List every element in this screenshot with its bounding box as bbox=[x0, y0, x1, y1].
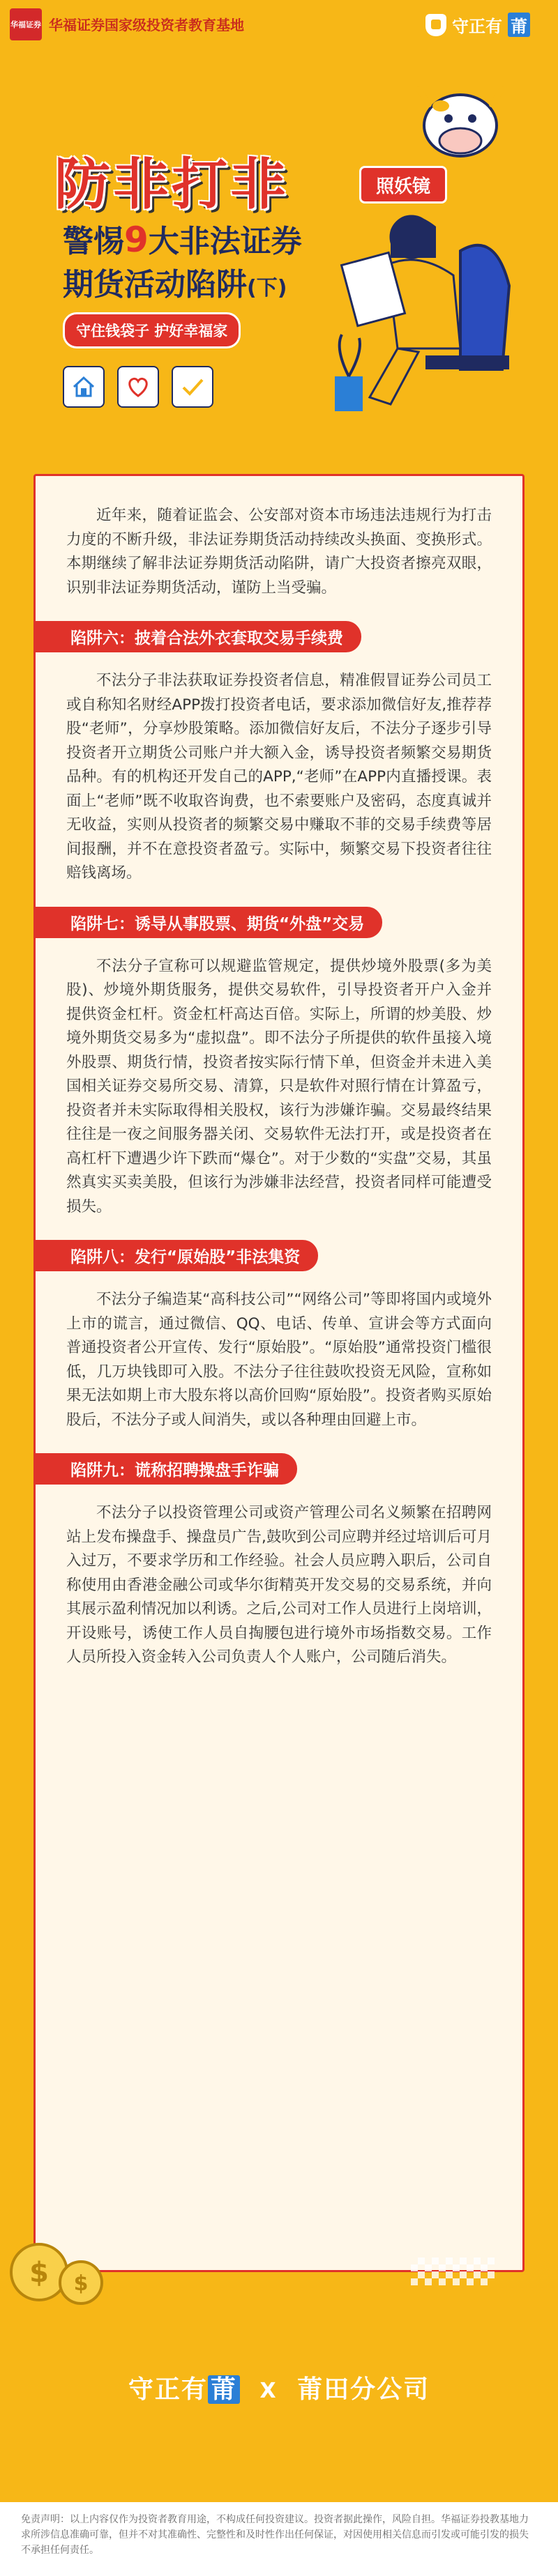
disclaimer: 免责声明：以上内容仅作为投资者教育用途，不构成任何投资建议。投资者据此操作，风险自担。华福证券投教基地力求所涉信息准确可靠，但并不对其准确性、完整性和及时性作出任何保证，对因使用相关信息而引发或可能引发的损失不承担任何责任。 bbox=[0, 2502, 558, 2576]
page-title: 防非打非 bbox=[54, 152, 289, 217]
section-heading: 陷阱六：披着合法外衣套取交易手续费 bbox=[36, 621, 361, 652]
section-heading: 陷阱九：谎称招聘操盘手诈骗 bbox=[36, 1453, 297, 1485]
footer-brand bbox=[0, 2370, 558, 2405]
brand-badge: 莆 bbox=[508, 13, 530, 37]
section-paragraph: 不法分子编造某“高科技公司”“网络公司”等即将国内或境外上市的谎言，通过微信、QQ、电话、传单、宣讲会等方式面向普通投资者公开宣传、发行“原始股”。“原始股”通常投资门槛很低，几万块钱即可入股。不法分子往往鼓吹投资无风险，宣称如果无法如期上市大股东将以高价回购“原始股”。投资者购买原始股后，不法分子或人间消失，或以各种理由回避上市。 bbox=[66, 1291, 492, 1429]
section-paragraph: 不法分子以投资管理公司或资产管理公司名义频繁在招聘网站上发布操盘手、操盘员广告,鼓吹到公司应聘并经过培训后可月入过万，不要求学历和工作经验。社会人员应聘入职后，公司自称使用由香港金融公司或华尔街精英开发交易的交易系统，并向其展示盈利情况加以利诱。之后,公司对工作人员进行上岗培训，开设账号，诱使工作人员自掏腰包进行境外市场指数交易。工作人员所投入资金转入公司负责人个人账户，公司随后消失。 bbox=[66, 1504, 492, 1666]
house-icon bbox=[63, 366, 105, 408]
checker-decoration bbox=[411, 2257, 495, 2285]
brand-name: 守正有 bbox=[452, 17, 502, 36]
cartoon-illustration bbox=[321, 77, 530, 439]
footer-cross: X bbox=[259, 2379, 278, 2403]
footer-brand-a: 守正有 bbox=[128, 2375, 208, 2404]
org-name: 华福证券国家级投资者教育基地 bbox=[49, 17, 244, 33]
slogan-pill: 守住钱袋子 护好幸福家 bbox=[63, 312, 241, 348]
subtitle-suffix: 大非法证券 bbox=[148, 224, 302, 259]
section-heading: 陷阱七：诱导从事股票、期货“外盘”交易 bbox=[36, 907, 382, 938]
section-heading: 陷阱八：发行“原始股”非法集资 bbox=[36, 1240, 318, 1271]
content-body bbox=[66, 504, 492, 1670]
org-logo-text: 华福证券 bbox=[10, 20, 41, 29]
content-card bbox=[33, 474, 525, 2272]
brand-logo bbox=[425, 13, 530, 37]
section-paragraph: 不法分子宣称可以规避监管规定，提供炒境外股票(多为美股)、炒境外期货服务，提供交易软件，引导投资者开户入金并提供资金杠杆。资金杠杆高达百倍。实际上，所谓的炒美股、炒境外期货交易多为“虚拟盘”。即不法分子所提供的软件虽接入境外股票、期货行情，投资者按实际行情下单，但资金并未进入美国相关证券交易所交易、清算，只是软件对照行情在计算盈亏，投资者并未实际取得相关股权，该行为涉嫌诈骗。交易最终结果往往是一夜之间服务器关闭、交易软件无法打开，或是投资者在高杠杆下遭遇少许下跌而“爆仓”。对于少数的“实盘”交易，其虽然真实买卖美股，但该行为涉嫌非法经营，投资者同样可能遭受损失。 bbox=[66, 957, 492, 1216]
header-banner bbox=[0, 0, 558, 467]
subtitle-number: 9 bbox=[124, 220, 149, 260]
subtitle-line-1 bbox=[63, 216, 302, 261]
subtitle-line-2 bbox=[63, 259, 287, 304]
org-logo bbox=[10, 8, 42, 40]
subtitle-part: (下) bbox=[247, 276, 287, 300]
coins-icon bbox=[4, 2230, 109, 2307]
subtitle-line2-text: 期货活动陷阱 bbox=[63, 267, 247, 302]
heart-icon bbox=[117, 366, 159, 408]
footer-brand-badge: 莆 bbox=[208, 2375, 240, 2404]
feature-icons bbox=[63, 366, 213, 408]
subtitle-prefix: 警惕 bbox=[63, 224, 124, 259]
footer-brand-b: 莆田分公司 bbox=[297, 2375, 430, 2404]
svg-text:$: $ bbox=[73, 2271, 89, 2296]
svg-text:$: $ bbox=[29, 2257, 49, 2289]
checkmark-icon bbox=[172, 366, 213, 408]
shield-icon bbox=[425, 14, 446, 36]
title-badge: 照妖镜 bbox=[359, 166, 447, 204]
cow-mascot-icon bbox=[418, 89, 502, 156]
intro-paragraph: 近年来，随着证监会、公安部对资本市场违法违规行为打击力度的不断升级，非法证券期货活动持续改头换面、变换形式。本期继续了解非法证券期货活动陷阱，请广大投资者擦亮双眼，识别非法证券期货活动，谨防上当受骗。 bbox=[66, 507, 492, 597]
section-paragraph: 不法分子非法获取证券投资者信息，精准假冒证券公司员工或自称知名财经APP拨打投资者电话，要求添加微信好友,推荐荐股“老师”，分享炒股策略。添加微信好友后，不法分子逐步引导投资者开立期货公司账户并大额入金，诱导投资者频繁交易期货品种。有的机构还开发自己的APP,“老师”在APP内直播授课。表面上“老师”既不收取咨询费，也不索要账户及密码，态度真诚并无收益，实则从投资者的频繁交易中赚取不菲的交易手续费等居间报酬，并不在意投资者盈亏。实际中，频繁交易下投资者往往赔钱离场。 bbox=[66, 672, 492, 882]
